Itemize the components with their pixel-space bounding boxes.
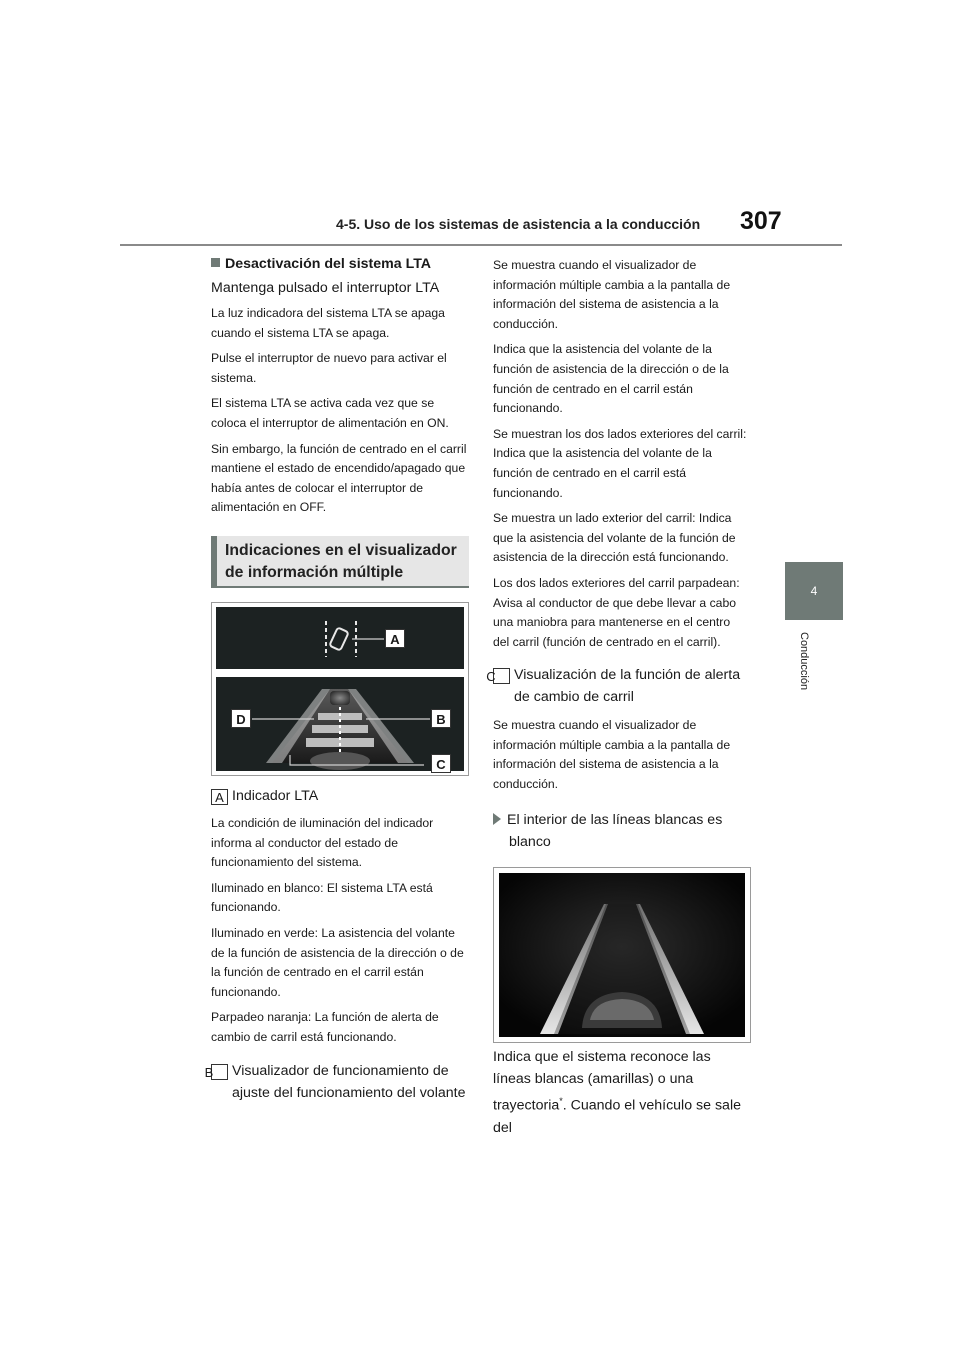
left-column-bottom <box>204 786 467 1104</box>
paragraph: Se muestran los dos lados exteriores del carril: Indica que la asistencia del volante de la función de centrado en el carril está funcionando. <box>493 426 747 500</box>
figure-tag-c: C <box>431 754 451 773</box>
page-number: 307 <box>740 207 782 235</box>
paragraph: Se muestra cuando el visualizador de información múltiple cambia a la pantalla de información del sistema de asistencia a la conducción. <box>493 718 731 792</box>
item-c-title: C Visualización de la función de alerta de cambio de carril <box>486 667 741 706</box>
letter-c-label: C <box>493 668 510 684</box>
section-path: 4-5. Uso de los sistemas de asistencia a la conducción <box>336 216 701 232</box>
bullet-item: El interior de las líneas blancas es blanco <box>493 809 749 853</box>
paragraph: El sistema LTA se activa cada vez que se coloca el interruptor de alimentación en ON. <box>211 396 449 430</box>
closing-text: Indica que el sistema reconoce las líneas blancas (amarillas) o una trayectoria*. Cuando el vehículo se sale del <box>493 1049 741 1136</box>
car-icon <box>330 691 350 705</box>
right-column-bottom <box>493 1046 749 1139</box>
paragraph: Se muestra un lado exterior del carril: Indica que la asistencia del volante de la función de asistencia de la dirección está funcionando. <box>493 511 736 565</box>
section-title-box <box>211 536 469 588</box>
paragraph: Indica que la asistencia del volante de la función de asistencia de la dirección o de la función de centrado en el carril están funcionando. <box>493 342 729 416</box>
left-column-top <box>211 256 467 518</box>
road-figure <box>493 867 751 1043</box>
step-text: Mantenga pulsado el interruptor LTA <box>211 280 440 296</box>
header-divider <box>120 244 842 246</box>
figure-tag-d: D <box>231 709 251 728</box>
figure-tag-b: B <box>431 709 451 728</box>
figure-tag-a: A <box>385 629 405 648</box>
paragraph: Iluminado en verde: La asistencia del volante de la función de asistencia de la dirección o de la función de centrado en el carril están funcionando. <box>211 925 464 999</box>
chapter-tab[interactable]: 4 <box>785 562 843 620</box>
display-figure <box>211 602 469 776</box>
right-column-top <box>486 256 749 853</box>
paragraph: Los dos lados exteriores del carril parpadean: Avisa al conductor de que debe llevar a cabo una maniobra para mantenerse en el centro del carril (función de centrado en el carril). <box>493 575 740 649</box>
paragraph: Parpadeo naranja: La función de alerta de cambio de carril está funcionando. <box>211 1010 439 1044</box>
subheading: Desactivación del sistema LTA <box>211 256 467 272</box>
display-illustration <box>212 603 468 775</box>
paragraph: Iluminado en blanco: El sistema LTA está funcionando. <box>211 880 433 915</box>
letter-b-label: B <box>211 1064 228 1080</box>
letter-a-label: A <box>211 789 228 805</box>
paragraph: La condición de iluminación del indicador informa al conductor del estado de funcionamiento del sistema. <box>211 816 434 870</box>
section-title: Indicaciones en el visualizador de información múltiple <box>225 542 457 581</box>
road-illustration <box>494 868 750 1042</box>
chapter-label: Conducción <box>798 632 810 691</box>
square-bullet-icon <box>211 258 220 267</box>
paragraph: La luz indicadora del sistema LTA se apaga cuando el sistema LTA se apaga. <box>211 306 445 340</box>
triangle-bullet-icon <box>493 813 501 825</box>
item-a-title: A Indicador LTA <box>211 786 467 806</box>
item-b-title: B Visualizador de funcionamiento de ajuste del funcionamiento del volante <box>204 1062 466 1101</box>
footnote-mark[interactable]: * <box>559 1096 563 1106</box>
paragraph: Pulse el interruptor de nuevo para activar el sistema. <box>211 351 447 385</box>
paragraph: Sin embargo, la función de centrado en el carril mantiene el estado de encendido/apagado que había antes de colocar el interruptor de alimentación en OFF. <box>211 441 467 515</box>
paragraph: Se muestra cuando el visualizador de información múltiple cambia a la pantalla de información del sistema de asistencia a la conducción. <box>493 258 731 331</box>
